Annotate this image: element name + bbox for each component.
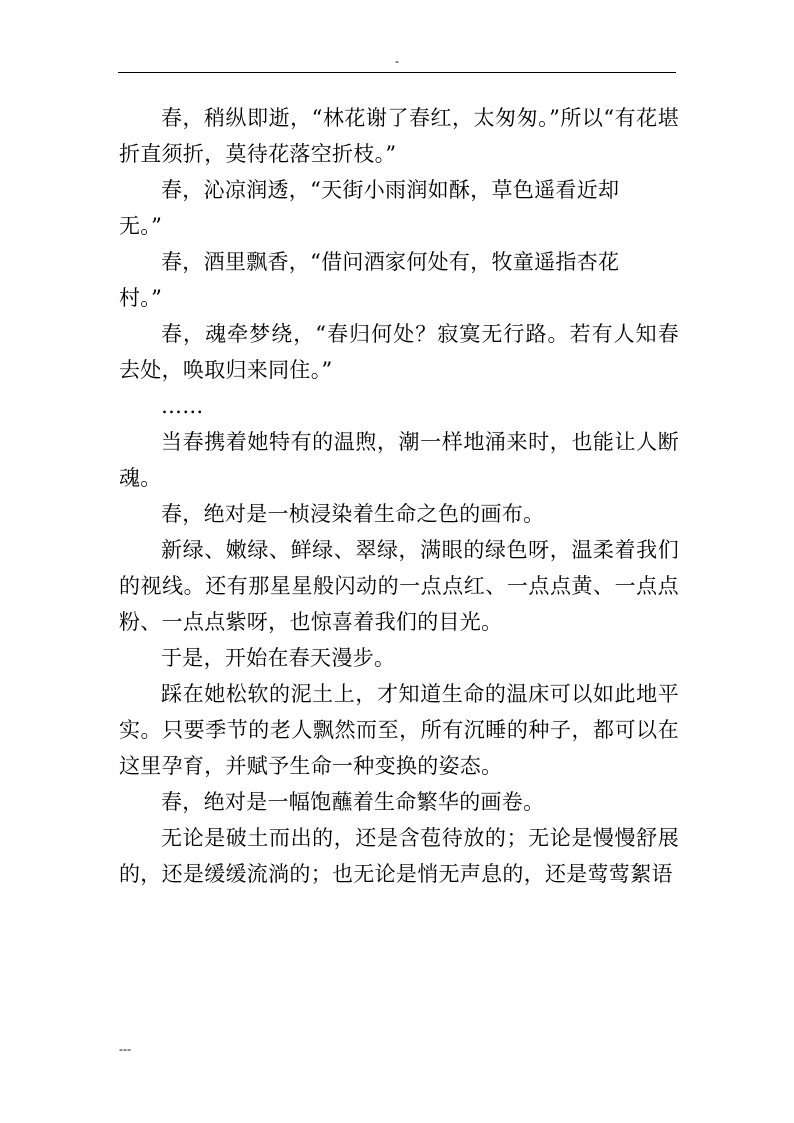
paragraph: 当春携着她特有的温煦，潮一样地涌来时，也能让人断魂。 — [119, 430, 679, 490]
ellipsis-line: …… — [161, 394, 204, 418]
paragraph: 于是，开始在春天漫步。 — [161, 646, 396, 670]
paragraph: 踩在她松软的泥土上，才知道生命的温床可以如此地平实。只要季节的老人飘然而至，所有沉睡的种子，都可以在这里孕育，并赋予生命一种变换的姿态。 — [119, 682, 679, 778]
paragraph: 春，绝对是一桢浸染着生命之色的画布。 — [161, 502, 545, 526]
paragraph: 春，沁凉润透，“天街小雨润如酥，草色遥看近却 无。” — [119, 178, 620, 238]
paragraph: 春，魂牵梦绕，“春归何处？寂寞无行路。若有人知春去处，唤取归来同住。” — [119, 322, 679, 382]
paragraph: 春，绝对是一幅饱蘸着生命繁华的画卷。 — [161, 790, 545, 814]
header-divider — [118, 72, 676, 73]
paragraph: 春，酒里飘香，“借问酒家何处有，牧童遥指杏花 村。” — [119, 250, 620, 310]
page-header-mark: - — [395, 54, 399, 68]
paragraph: 春，稍纵即逝，“林花谢了春红，太匆匆。”所以“有花堪折直须折，莫待花落空折枝。” — [119, 106, 679, 166]
page-footer-mark: --- — [119, 1042, 131, 1056]
paragraph: 无论是破土而出的，还是含苞待放的；无论是慢慢舒展的，还是缓缓流淌的；也无论是悄无声息的，还是莺莺絮语 — [119, 826, 679, 886]
paragraph: 新绿、嫩绿、鲜绿、翠绿，满眼的绿色呀，温柔着我们的视线。还有那星星般闪动的一点点红、一点点黄、一点点粉、一点点紫呀，也惊喜着我们的目光。 — [119, 538, 679, 634]
document-body — [119, 100, 679, 892]
